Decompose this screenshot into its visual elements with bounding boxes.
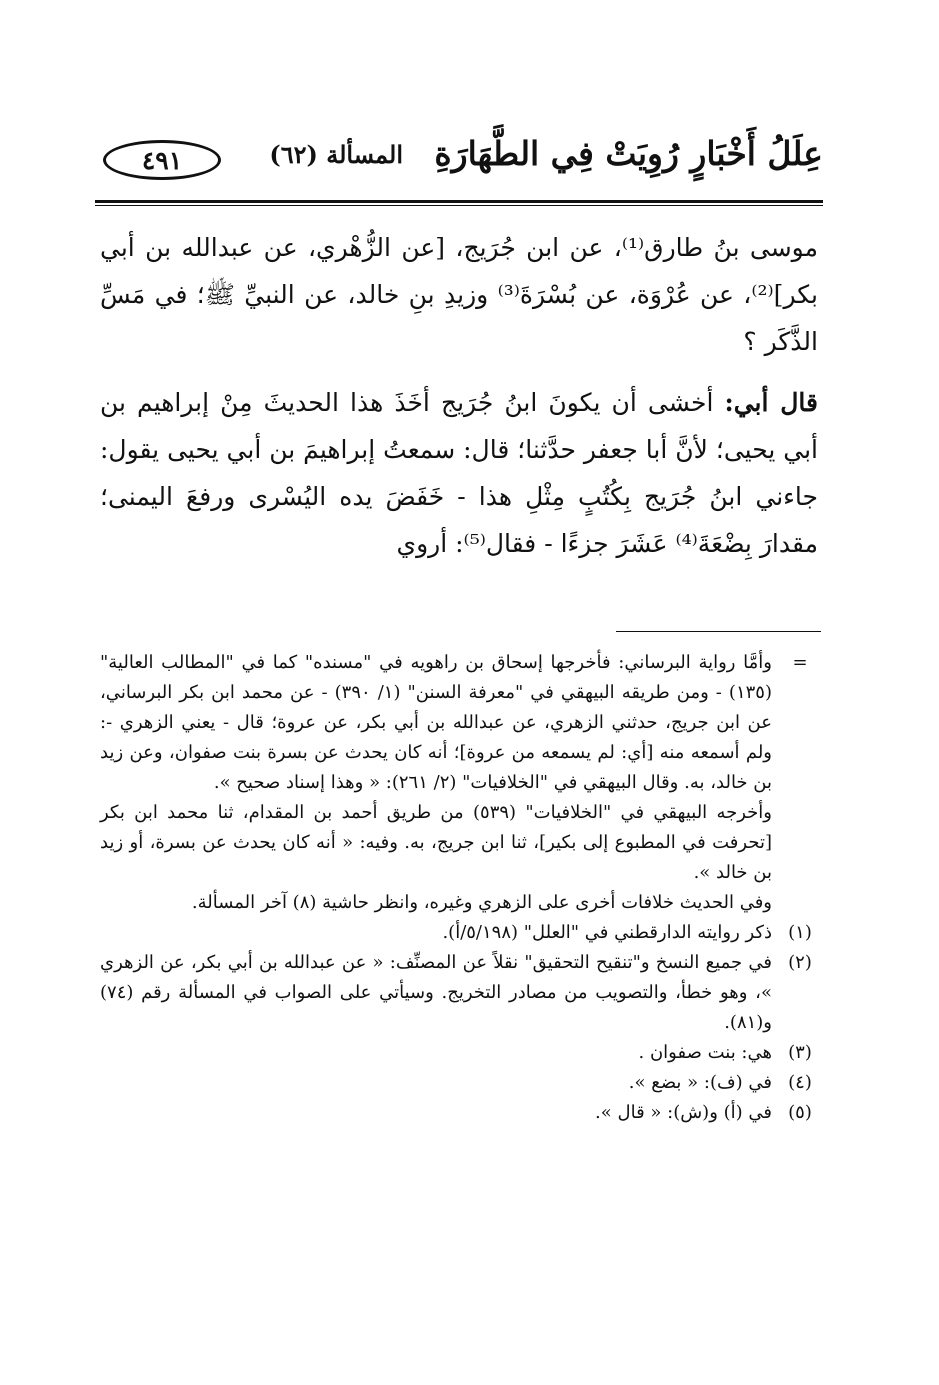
footnote-text: في (أ) و(ش): « قال ». [595, 1102, 772, 1123]
footnote-text: ذكر روايته الدارقطني في "العلل" (٥/١٩٨/أ). [442, 922, 772, 943]
page-number: ٤٩١ [103, 140, 221, 180]
footnote-text: وأمَّا رواية البرساني: فأخرجها إسحاق بن راهويه في "مسنده" كما في "المطالب العالية" (١٣٥) - ومن طريقه البيهقي في "معرفة السنن" (١/ ٣٩٠) - عن محمد ابن بكر البرساني، عن ابن جريج، حدثني الزهري، عن عبدالله بن أبي بكر، عن عروة؛ قال - يعني الزهري -: ولم أسمعه منه [أي: لم يسمعه من عروة]؛ أنه كان يحدث عن بسرة بنت صفوان، وعن زيد بن خالد، به. وقال البيهقي في "الخلافيات" (٢/ ٢٦١): « وهذا إسناد صحيح ». [100, 652, 772, 793]
issue-label: المسألة (٦٢) [269, 140, 403, 169]
footnote-item [100, 1038, 820, 1068]
footnote-text: هي: بنت صفوان . [638, 1042, 772, 1063]
footnote-marker: (٥) [788, 1102, 812, 1123]
main-text [100, 224, 818, 567]
main-paragraph-2-text: أخشى أن يكونَ ابنُ جُرَيج أخَذَ هذا الحديثَ مِنْ إبراهيم بن أبي يحيى؛ لأنَّ أبا جعفر حدَّثنا؛ قال: سمعتُ إبراهيمَ بن أبي يحيى يقول: جاءني ابنُ جُرَيج بِكُتُبٍ مِثْلِ هذا - خَفَضَ يده اليُسْرى ورفعَ اليمنى؛ مقدارَ بِضْعَةَ⁽⁴⁾ عَشَرَ جزءًا - فقال⁽⁵⁾: أروي [100, 388, 818, 558]
footnote-item [100, 918, 820, 948]
speaker-label: قال أبي: [724, 388, 818, 417]
footnote-text: في جميع النسخ و"تنقيح التحقيق" نقلاً عن المصنِّف: « عن عبدالله بن أبي بكر، عن الزهري »، وهو خطأ، والتصويب من مصادر التخريج. وسيأتي على الصواب في المسألة رقم (٧٤) و(٨١). [100, 952, 772, 1033]
footnote-item [100, 1068, 820, 1098]
footnote-text: وفي الحديث خلافات أخرى على الزهري وغيره، وانظر حاشية (٨) آخر المسألة. [191, 892, 772, 913]
footnotes [100, 648, 820, 1128]
book-title: عِلَلُ أَخْبَارٍ رُوِيَتْ فِي الطَّهَارَةِ [434, 134, 823, 173]
main-paragraph-2 [100, 379, 818, 567]
footnote-continuation [100, 648, 820, 918]
header-rule [95, 200, 823, 206]
footnote-marker: (٣) [788, 1042, 812, 1063]
footnote-marker: (٢) [788, 952, 812, 973]
footnote-item [100, 1098, 820, 1128]
footnote-text: وأخرجه البيهقي في "الخلافيات" (٥٣٩) من طريق أحمد بن المقدام، ثنا محمد ابن بكر [تحرفت في المطبوع إلى بكير]، ثنا ابن جريج، به. وفيه: « أنه كان يحدث عن بسرة، أو زيد بن خالد ». [100, 802, 773, 883]
footnote-separator [616, 631, 821, 632]
footnote-marker: = [792, 652, 808, 673]
footnote-text: في (ف): « بضع ». [628, 1072, 772, 1093]
footnote-item [100, 948, 820, 1038]
main-paragraph-1: موسى بنُ طارق⁽¹⁾، عن ابن جُرَيج، [عن الزُّهْري، عن عبدالله بن أبي بكر]⁽²⁾، عن عُرْوَة، عن بُسْرَةَ⁽³⁾ وزيدِ بنِ خالد، عن النبيِّ ﷺ؛ في مَسِّ الذَّكَر ؟ [100, 233, 818, 356]
footnote-marker: (٤) [788, 1072, 812, 1093]
running-header [95, 128, 823, 192]
footnote-marker: (١) [788, 922, 812, 943]
